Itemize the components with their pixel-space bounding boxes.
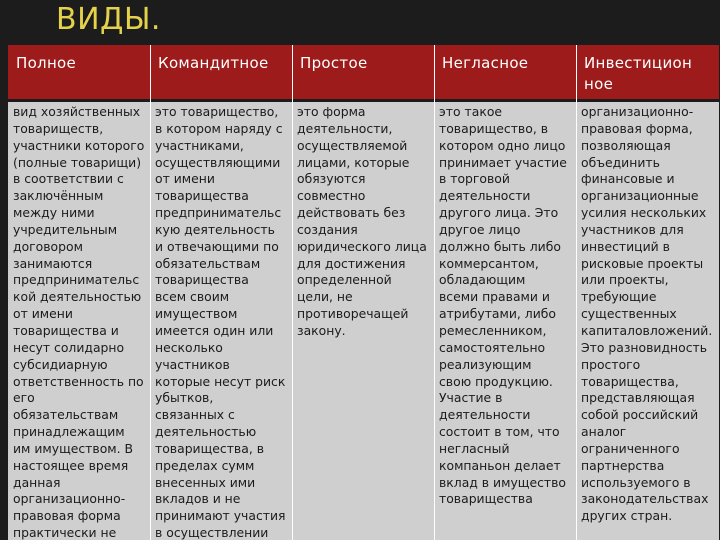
cell-investment-partnership-description: организационно- правовая форма, позволяющая объединить финансовые и организационные усилия нескольких участников для инвестиций в рисковые проекты или проекты, требующие существенных капиталовложений. Это разновидность простого товарищества, представляющая собой российский аналог ограниченного партнерства используемого в законодательствах других стран. [581,104,713,524]
cell-simple-partnership-description: это форма деятельности, осуществляемой лицами, которые обязуются совместно действовать без создания юридического лица для достижения определенной цели, не противоречащей закону. [297,104,427,338]
header-limited-partnership: Командитное [158,54,269,72]
header-full-partnership: Полное [16,54,77,72]
column-divider [576,45,577,540]
cell-limited-partnership-description: это товарищество, в котором наряду с участниками, осуществляющими от имени товарищества предпринимательс кую деятельность и отвечающими по обязательствам товарищества всем своим имуществом имеется один или несколько участников которые несут риск убытков, связанных с деятельностью товарищества, в пределах сумм внесенных ими вкладов и не принимают участия в осуществлении [155,104,286,540]
column-divider [292,45,293,540]
header-silent-partnership: Негласное [442,54,529,72]
column-divider [434,45,435,540]
cell-full-partnership-description: вид хозяйственных товариществ, участники которого (полные товарищи) в соответствии с заключённым между ними учредительным договором занимаются предпринимательс кой деятельностью от имени товарищества и несут солидарно субсидиарную ответственность по его обязательствам принадлежащим им имуществом. В настоящее время данная организационно- правовая форма практически не [13,104,145,540]
company-types-table [8,45,719,540]
column-divider [150,45,151,540]
cell-silent-partnership-description: это такое товарищество, в котором одно лицо принимает участие в торговой деятельности другого лица. Это другое лицо должно быть либо коммерсантом, обладающим всеми правами и атрибутами, либо ремесленником, самостоятельно реализующим свою продукцию. Участие в деятельности состоит в том, что негласный компаньон делает вклад в имущество товарищества [439,104,567,507]
header-simple-partnership: Простое [300,54,368,72]
slide-title: ВИДЫ. [56,2,161,37]
header-investment-partnership: Инвестицион ное [584,54,693,93]
